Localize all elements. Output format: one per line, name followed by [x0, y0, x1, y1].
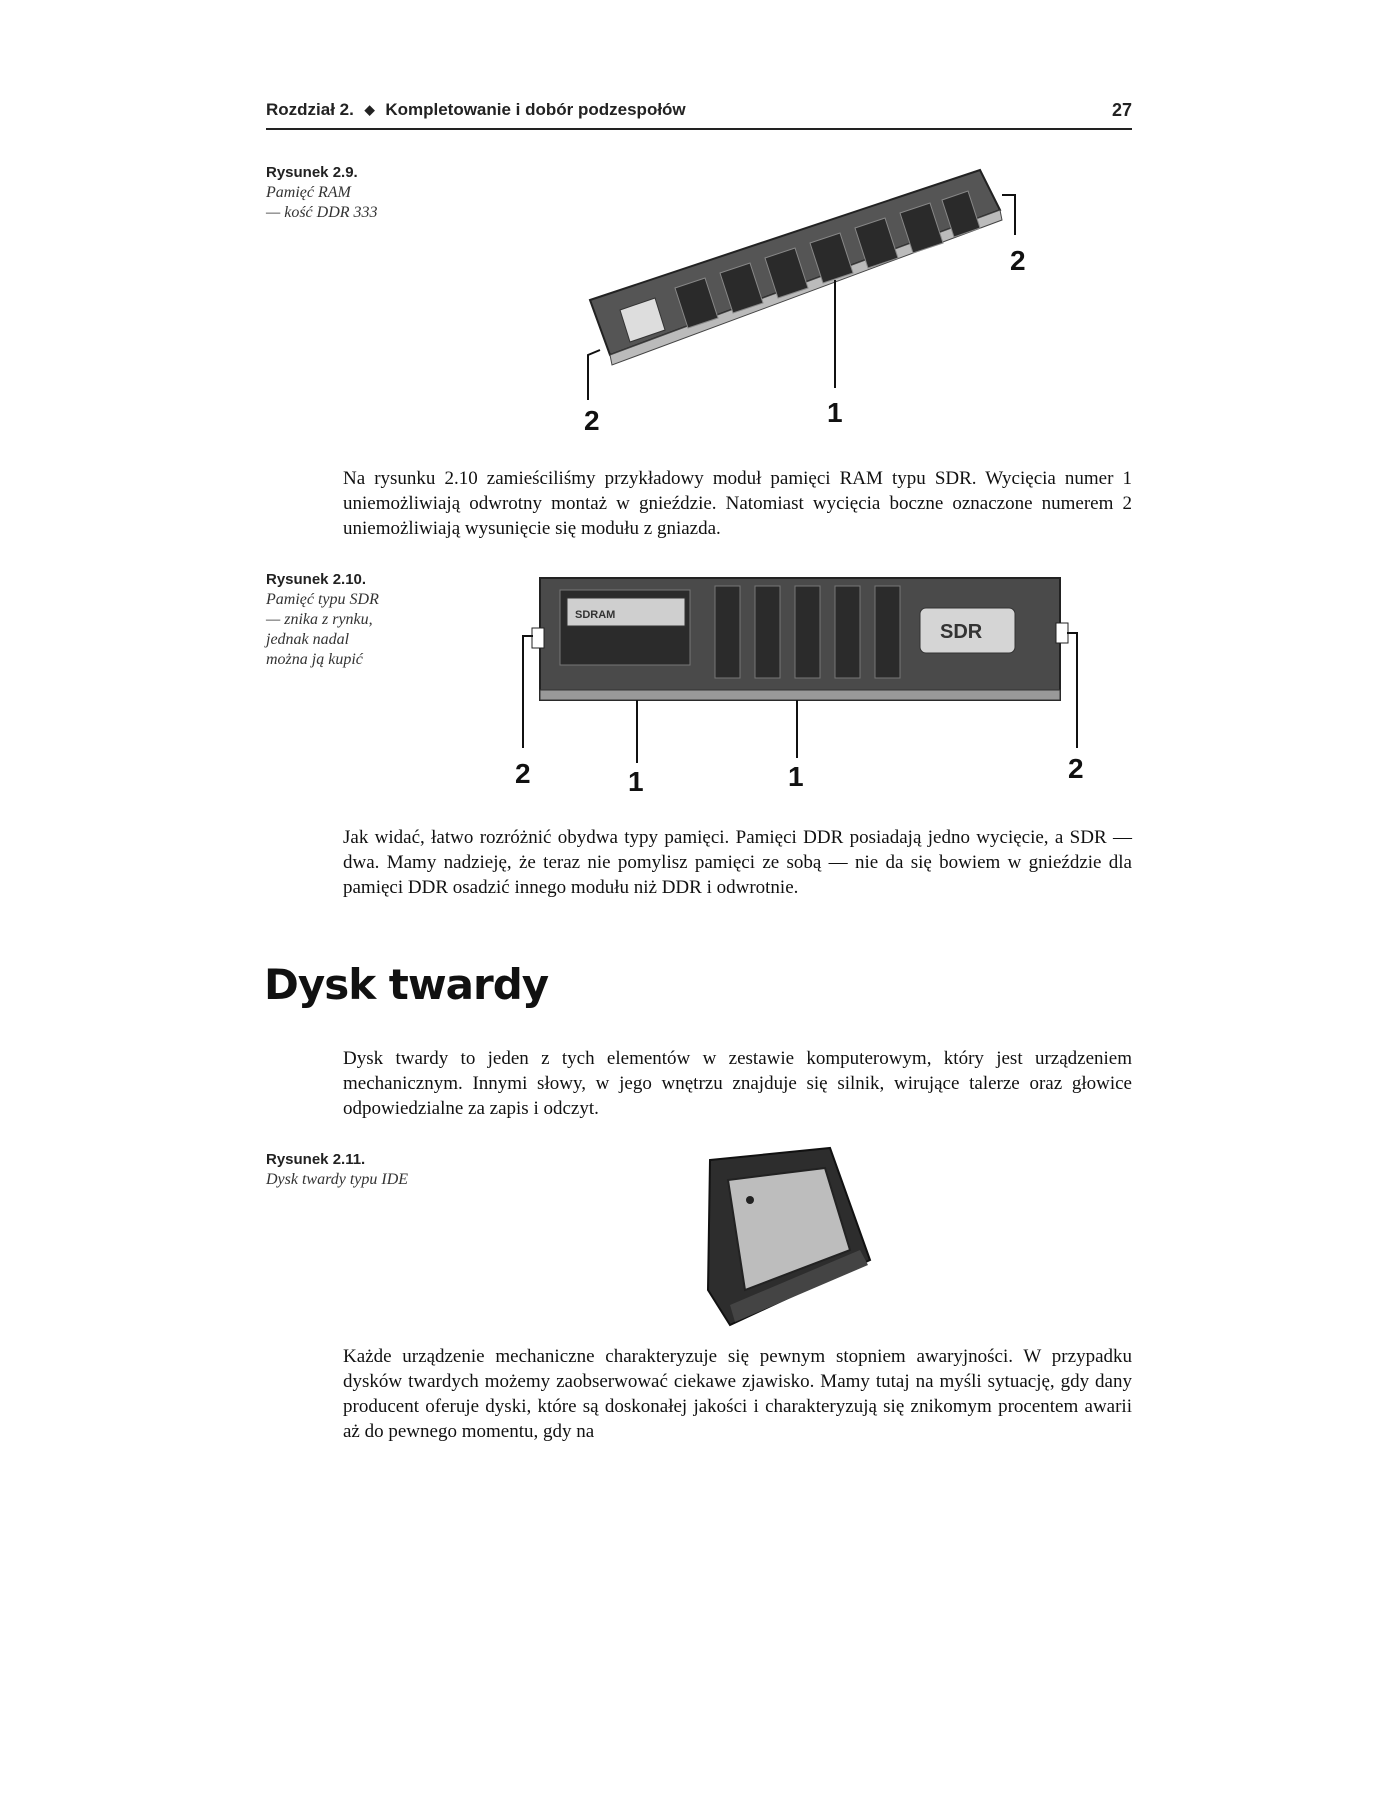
paragraph: Każde urządzenie mechaniczne charakteryzuje się pewnym stopniem awaryjności. W przypadku dysków twardych możemy zaobserwować ciekawe zjawisko. Mamy tutaj na myśli sytuację, gdy dany producent oferuje dyski, które są doskonałej jakości i charakteryzują się znikomym procentem awarii aż do pewnego momentu, gdy na [343, 1346, 1132, 1442]
figure-label: Rysunek 2.9. [266, 164, 358, 181]
page-header [266, 100, 1132, 130]
figure-label: Rysunek 2.11. [266, 1151, 366, 1168]
caption-line: Dysk twardy typu IDE [266, 1171, 409, 1188]
figure-caption-2-11 [266, 1150, 466, 1190]
callout-1-center: 1 [788, 761, 804, 792]
chapter-label: Rozdział 2. [266, 100, 354, 119]
caption-line: jednak nadal [266, 631, 350, 648]
ddr-ram-image [570, 160, 1040, 440]
caption-line: można ją kupić [266, 651, 363, 668]
caption-line: Pamięć typu SDR [266, 591, 379, 608]
running-head [266, 100, 686, 120]
callout-1: 1 [827, 397, 843, 428]
callout-2-right: 2 [1068, 753, 1084, 784]
chip-label-sdram: SDRAM [575, 609, 616, 621]
figure-caption-2-9 [266, 163, 416, 223]
paragraph: Dysk twardy to jeden z tych elementów w zestawie komputerowym, który jest urządzeniem mechanicznym. Innymi słowy, w jego wnętrzu znajduje się silnik, wirujące talerze oraz głowice odpowiedzialne za zapis i odczyt. [343, 1048, 1132, 1119]
figure-caption-2-10 [266, 570, 416, 670]
figure-label: Rysunek 2.10. [266, 571, 367, 588]
callout-1-left: 1 [628, 766, 644, 797]
callout-2-left: 2 [515, 758, 531, 789]
page-number: 27 [1111, 100, 1132, 120]
caption-line: — kość DDR 333 [266, 204, 378, 221]
paragraph: Na rysunku 2.10 zamieściliśmy przykładowy moduł pamięci RAM typu SDR. Wycięcia numer 1 uniemożliwiają odwrotny montaż w gnieździe. Natomiast wycięcia boczne oznaczone numerem 2 uniemożliwiają wysunięcie się modułu z gniazda. [343, 468, 1132, 539]
chapter-title: Kompletowanie i dobór podzespołów [385, 100, 686, 119]
callout-2-right: 2 [1010, 245, 1026, 276]
callout-2-left: 2 [584, 405, 600, 436]
section-title: Dysk twardy [264, 960, 549, 1009]
sdr-ram-image [515, 568, 1100, 798]
chip-label-sdr: SDR [940, 621, 983, 643]
caption-line: — znika z rynku, [266, 611, 373, 628]
hard-disk-image [700, 1140, 880, 1330]
caption-line: Pamięć RAM [266, 184, 351, 201]
diamond-separator-icon: ◆ [364, 102, 375, 117]
paragraph: Jak widać, łatwo rozróżnić obydwa typy pamięci. Pamięci DDR posiadają jedno wycięcie, a SDR — dwa. Mamy nadzieję, że teraz nie pomylisz pamięci ze sobą — nie da się bowiem w gnieździe dla pamięci DDR osadzić innego modułu niż DDR i odwrotnie. [343, 827, 1132, 898]
